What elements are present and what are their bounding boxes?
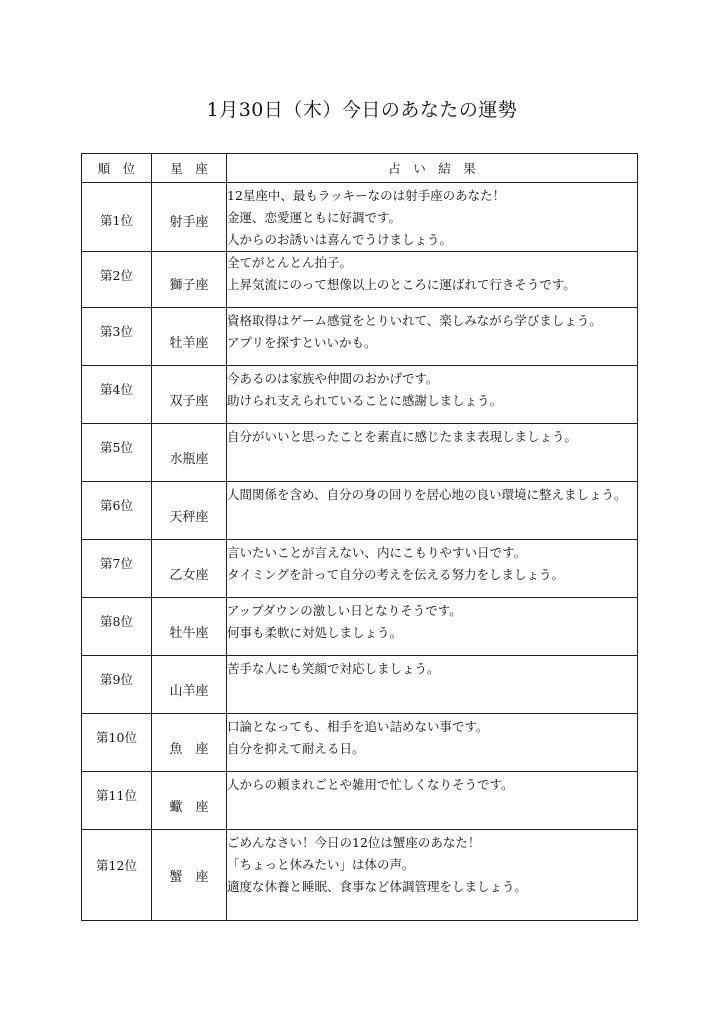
sign-cell: [152, 366, 227, 424]
result-cell: [227, 656, 638, 714]
rank-cell: [82, 482, 152, 540]
sign-label: 山羊座: [169, 684, 209, 699]
rank-cell: [82, 183, 152, 252]
rank-cell: [82, 366, 152, 424]
rank-label: 第4位: [100, 382, 133, 397]
result-line: 全てがとんとん拍子。: [227, 255, 353, 270]
rank-cell: [82, 830, 152, 921]
result-cell: [227, 424, 638, 482]
result-line: 適度な休養と睡眠、食事など体調管理をしましょう。: [227, 879, 528, 894]
sign-cell: [152, 598, 227, 656]
result-cell: [227, 714, 638, 772]
rank-cell: [82, 714, 152, 772]
header-sign: 星 座: [152, 154, 227, 183]
result-line: 人からの頼まれごとや雑用で忙しくなりそうです。: [227, 777, 514, 792]
sign-cell: [152, 424, 227, 482]
table-row: [82, 772, 638, 830]
result-line: 今あるのは家族や仲間のおかげです。: [227, 371, 439, 386]
sign-label: 牡羊座: [169, 336, 209, 351]
table-row: [82, 540, 638, 598]
result-line: アップダウンの激しい日となりそうです。: [227, 603, 462, 618]
table-row: [82, 424, 638, 482]
rank-label: 第2位: [100, 268, 133, 283]
rank-label: 第1位: [100, 213, 133, 228]
fortune-table: [81, 153, 638, 921]
rank-cell: [82, 772, 152, 830]
sign-cell: [152, 183, 227, 252]
rank-label: 第3位: [100, 324, 133, 339]
result-line: ごめんなさい！今日の12位は蟹座のあなた！: [227, 835, 481, 850]
result-cell: [227, 772, 638, 830]
sign-cell: [152, 830, 227, 921]
sign-cell: [152, 252, 227, 308]
result-line: アプリを探すといいかも。: [227, 335, 377, 350]
rank-label: 第7位: [100, 556, 133, 571]
table-row: [82, 252, 638, 308]
sign-label: 牡牛座: [169, 626, 209, 641]
sign-cell: [152, 540, 227, 598]
result-line: 助けられ支えられていることに感謝しましょう。: [227, 393, 503, 408]
table-row: [82, 714, 638, 772]
result-cell: [227, 482, 638, 540]
sign-label: 射手座: [169, 215, 209, 230]
result-cell: [227, 183, 638, 252]
sign-cell: [152, 308, 227, 366]
table-row: [82, 830, 638, 921]
result-line: 何事も柔軟に対処しましょう。: [227, 625, 403, 640]
sign-label: 蟹 座: [169, 870, 209, 885]
result-line: タイミングを計って自分の考えを伝える努力をしましょう。: [227, 567, 565, 582]
result-line: 言いたいことが言えない、内にこもりやすい日です。: [227, 545, 527, 560]
result-line: 自分がいいと思ったことを素直に感じたまま表現しましょう。: [227, 429, 578, 444]
sign-label: 水瓶座: [169, 452, 209, 467]
rank-cell: [82, 252, 152, 308]
result-line: 資格取得はゲーム感覚をとりいれて、楽しみながら学びましょう。: [227, 313, 602, 328]
result-cell: [227, 540, 638, 598]
result-line: 自分を抑えて耐える日。: [227, 741, 365, 756]
sign-cell: [152, 656, 227, 714]
table-row: [82, 308, 638, 366]
sign-cell: [152, 482, 227, 540]
result-line: 12星座中、最もラッキーなのは射手座のあなた！: [227, 188, 506, 203]
rank-label: 第12位: [96, 858, 137, 873]
result-cell: [227, 830, 638, 921]
sign-cell: [152, 772, 227, 830]
sign-label: 魚 座: [169, 742, 209, 757]
rank-cell: [82, 598, 152, 656]
rank-label: 第9位: [100, 672, 133, 687]
table-header-row: [82, 154, 638, 183]
result-cell: [227, 366, 638, 424]
rank-label: 第6位: [100, 498, 133, 513]
result-cell: [227, 308, 638, 366]
rank-cell: [82, 656, 152, 714]
sign-label: 双子座: [169, 394, 209, 409]
sign-label: 獅子座: [169, 278, 209, 293]
sign-cell: [152, 714, 227, 772]
sign-label: 乙女座: [169, 568, 209, 583]
rank-cell: [82, 540, 152, 598]
result-line: 人間関係を含め、自分の身の回りを居心地の良い環境に整えましょう。: [227, 487, 627, 502]
table-row: [82, 366, 638, 424]
result-cell: [227, 598, 638, 656]
result-line: 口論となっても、相手を追い詰めない事です。: [227, 719, 489, 734]
rank-label: 第5位: [100, 440, 133, 455]
sign-label: 天秤座: [169, 510, 209, 525]
result-line: 苦手な人にも笑顔で対応しましょう。: [227, 661, 440, 676]
result-cell: [227, 252, 638, 308]
table-row: [82, 598, 638, 656]
result-line: 「ちょっと休みたい」は体の声。: [227, 857, 415, 872]
result-line: 上昇気流にのって想像以上のところに運ばれて行きそうです。: [227, 277, 576, 292]
page-title: 1月30日（木）今日のあなたの運勢: [206, 99, 518, 121]
result-line: 金運、恋愛運ともに好調です。: [227, 210, 402, 225]
table-row: [82, 183, 638, 252]
rank-cell: [82, 308, 152, 366]
result-line: 人からのお誘いは喜んでうけましょう。: [227, 232, 453, 247]
rank-label: 第11位: [96, 788, 137, 803]
table-row: [82, 656, 638, 714]
header-result: 占 い 結 果: [227, 154, 638, 183]
rank-label: 第10位: [96, 730, 137, 745]
sign-label: 蠍 座: [169, 800, 209, 815]
rank-label: 第8位: [100, 614, 133, 629]
header-rank: 順 位: [82, 154, 152, 183]
table-row: [82, 482, 638, 540]
rank-cell: [82, 424, 152, 482]
